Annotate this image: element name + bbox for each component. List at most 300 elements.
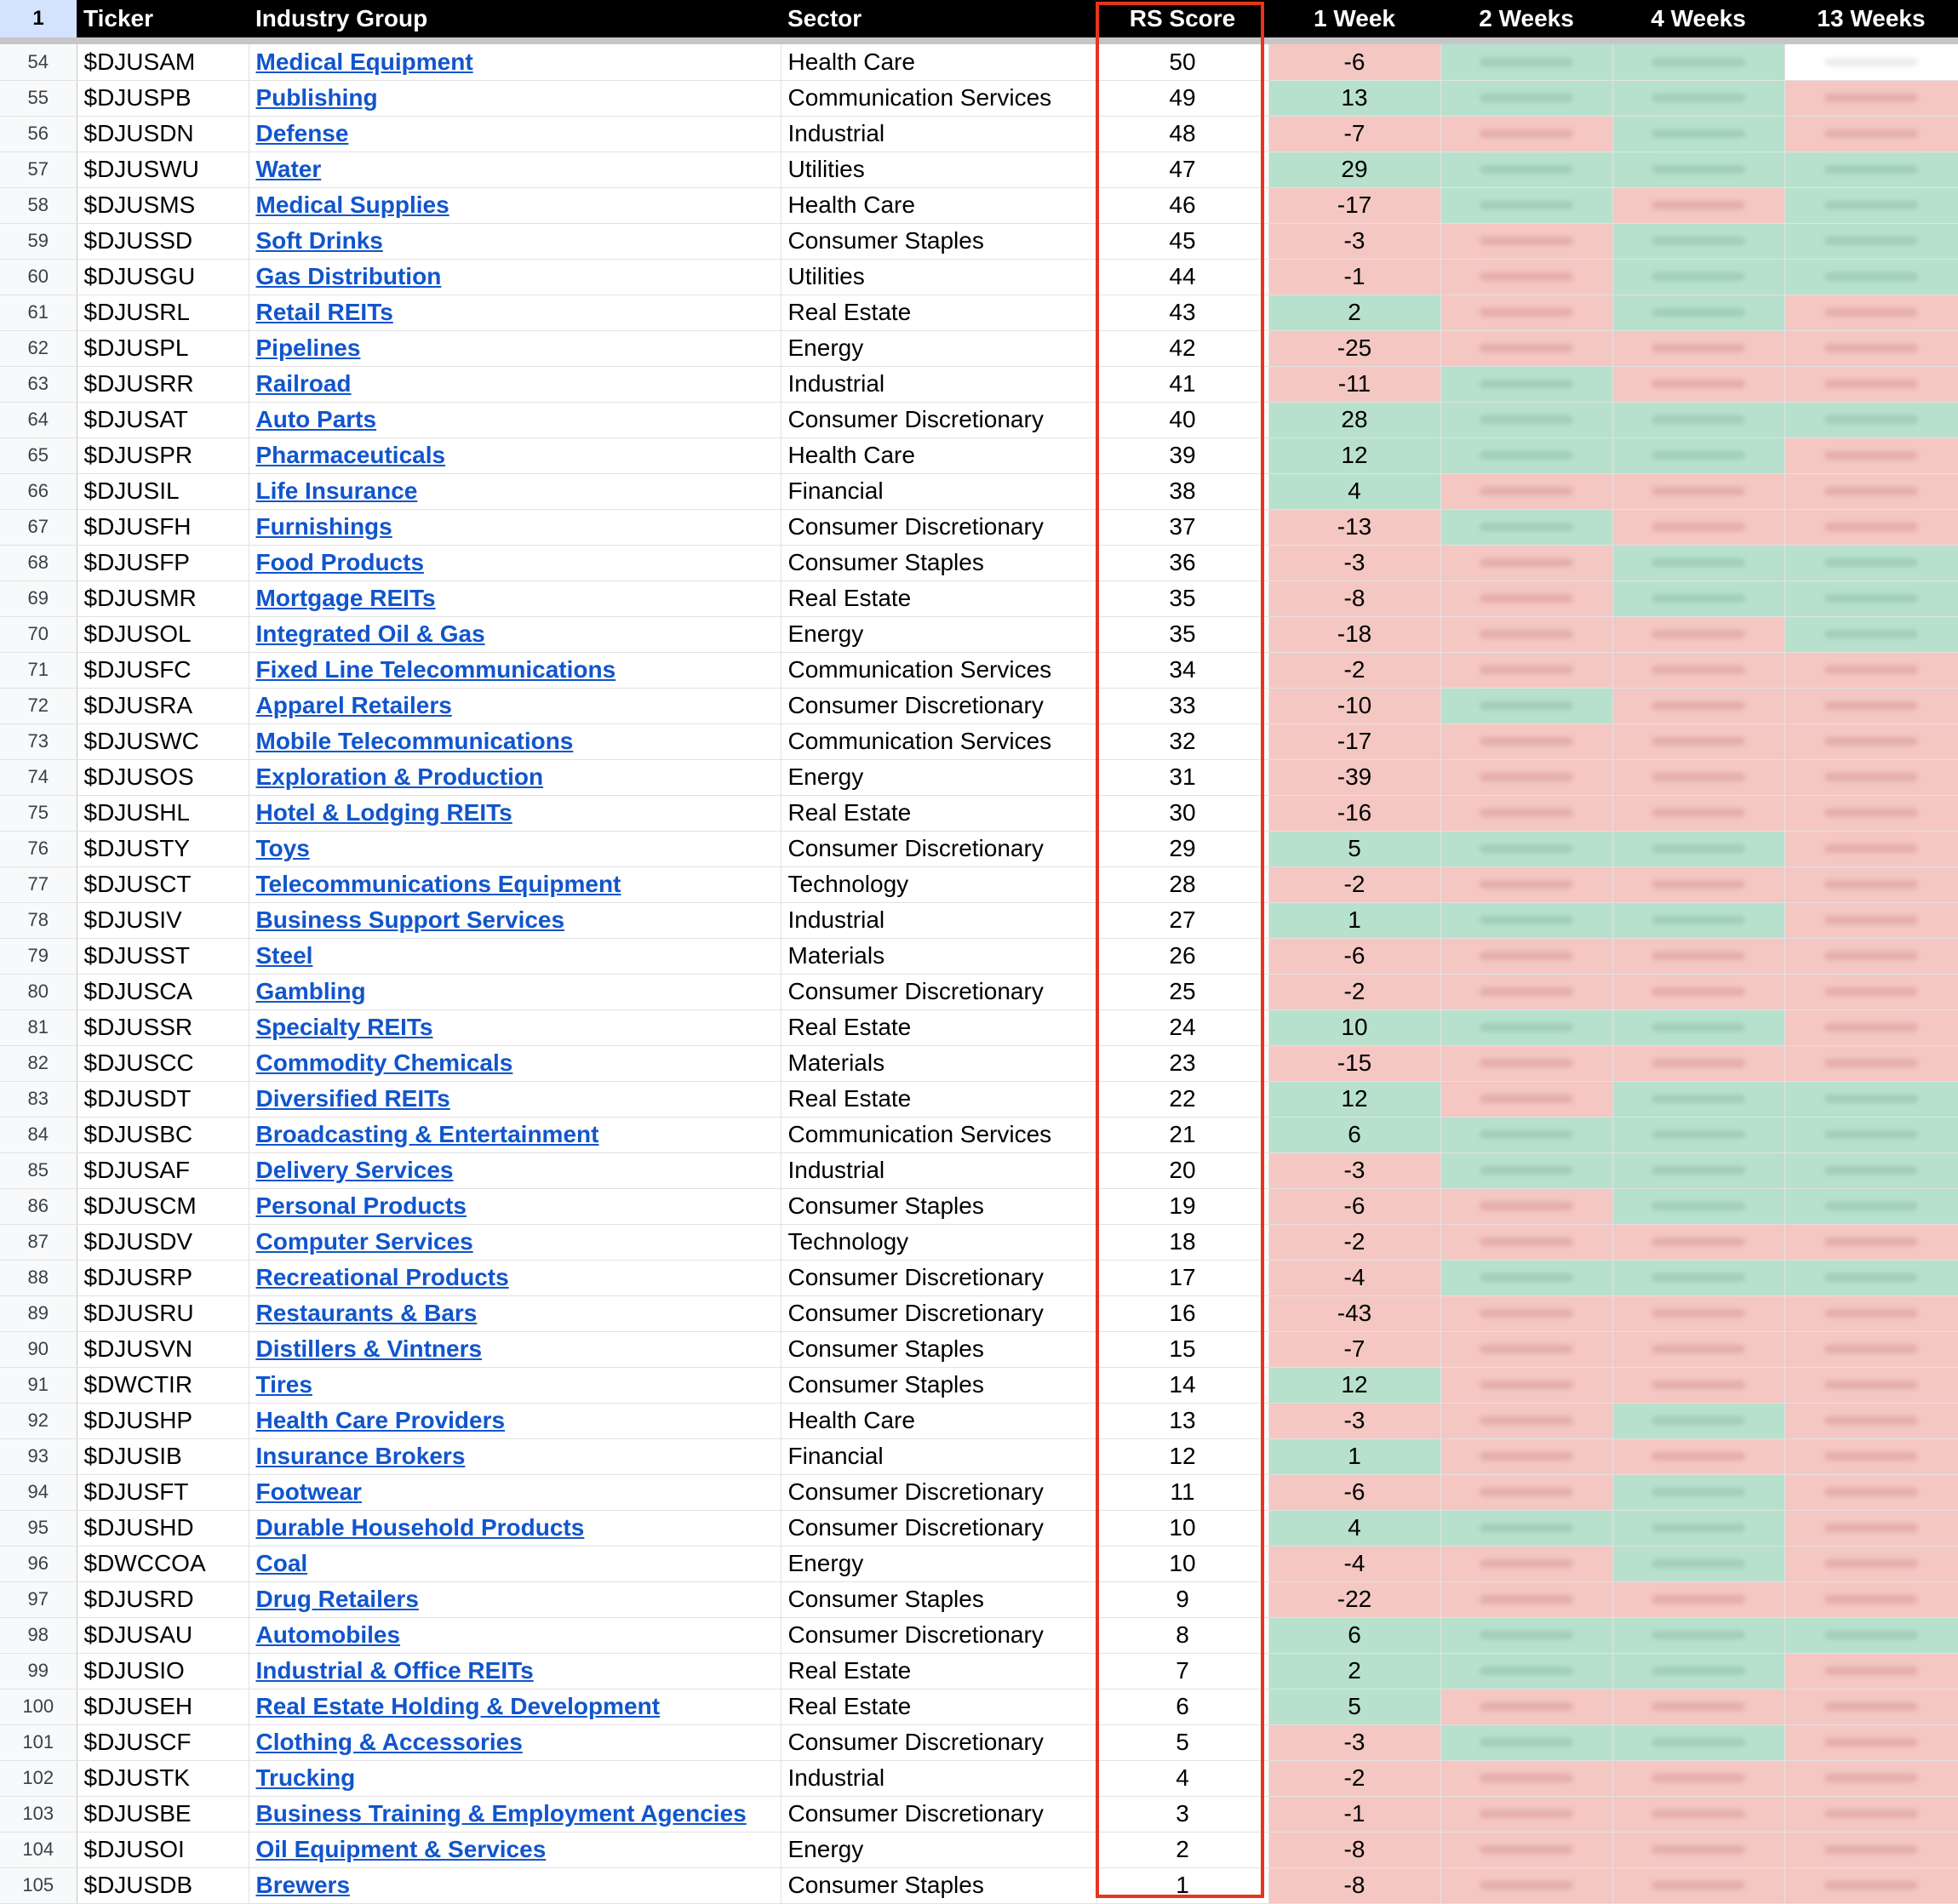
ticker-cell[interactable]: $DJUSMR (77, 580, 249, 616)
ticker-cell[interactable]: $DWCCOA (77, 1546, 249, 1581)
weeks13-change-cell[interactable] (1784, 1295, 1958, 1331)
sector-cell[interactable]: Health Care (781, 437, 1096, 473)
industry-group-cell[interactable] (249, 831, 781, 866)
weeks4-change-cell[interactable] (1612, 974, 1784, 1009)
weeks13-change-cell[interactable] (1784, 1188, 1958, 1224)
weeks4-change-cell[interactable] (1612, 1617, 1784, 1653)
ticker-cell[interactable]: $DJUSFP (77, 545, 249, 580)
table-row[interactable] (0, 1152, 1958, 1188)
industry-group-cell[interactable] (249, 759, 781, 795)
week1-change-cell[interactable]: -3 (1268, 1724, 1440, 1760)
rs-score-cell[interactable]: 22 (1096, 1081, 1268, 1117)
table-row[interactable] (0, 1224, 1958, 1260)
week1-change-cell[interactable]: 10 (1268, 1009, 1440, 1045)
sector-cell[interactable]: Real Estate (781, 1009, 1096, 1045)
weeks2-change-cell[interactable] (1440, 1117, 1612, 1152)
industry-group-link[interactable]: Health Care Providers (255, 1407, 506, 1433)
weeks4-change-cell[interactable] (1612, 1510, 1784, 1546)
rs-score-cell[interactable]: 41 (1096, 366, 1268, 402)
weeks2-change-cell[interactable] (1440, 1760, 1612, 1796)
table-row[interactable] (0, 1867, 1958, 1903)
weeks2-change-cell[interactable] (1440, 545, 1612, 580)
table-row[interactable] (0, 723, 1958, 759)
weeks2-change-cell[interactable] (1440, 1260, 1612, 1295)
industry-group-cell[interactable] (249, 795, 781, 831)
industry-group-link[interactable]: Defense (255, 120, 349, 146)
industry-group-cell[interactable] (249, 509, 781, 545)
rs-score-cell[interactable]: 4 (1096, 1760, 1268, 1796)
weeks2-change-cell[interactable] (1440, 1653, 1612, 1689)
rs-score-cell[interactable]: 48 (1096, 116, 1268, 152)
table-row[interactable] (0, 1260, 1958, 1295)
table-row[interactable] (0, 1009, 1958, 1045)
table-row[interactable] (0, 1045, 1958, 1081)
rs-score-cell[interactable]: 14 (1096, 1367, 1268, 1403)
table-row[interactable] (0, 974, 1958, 1009)
row-number[interactable]: 72 (0, 688, 77, 723)
sector-cell[interactable]: Communication Services (781, 723, 1096, 759)
industry-group-cell[interactable] (249, 44, 781, 80)
industry-group-link[interactable]: Life Insurance (255, 477, 418, 504)
weeks13-change-cell[interactable] (1784, 402, 1958, 437)
industry-group-cell[interactable] (249, 1653, 781, 1689)
industry-group-cell[interactable] (249, 723, 781, 759)
sector-cell[interactable]: Energy (781, 759, 1096, 795)
industry-group-cell[interactable] (249, 1438, 781, 1474)
row-number[interactable]: 73 (0, 723, 77, 759)
row-number[interactable]: 85 (0, 1152, 77, 1188)
weeks2-change-cell[interactable] (1440, 1403, 1612, 1438)
row-number[interactable]: 82 (0, 1045, 77, 1081)
weeks2-change-cell[interactable] (1440, 1045, 1612, 1081)
sector-cell[interactable]: Consumer Discretionary (781, 1724, 1096, 1760)
industry-group-link[interactable]: Exploration & Production (255, 763, 544, 790)
row-number[interactable]: 100 (0, 1689, 77, 1724)
table-row[interactable] (0, 545, 1958, 580)
ticker-cell[interactable]: $DJUSIL (77, 473, 249, 509)
row-number[interactable]: 88 (0, 1260, 77, 1295)
weeks2-change-cell[interactable] (1440, 831, 1612, 866)
row-number[interactable]: 80 (0, 974, 77, 1009)
rs-score-cell[interactable]: 16 (1096, 1295, 1268, 1331)
week1-change-cell[interactable]: -3 (1268, 1152, 1440, 1188)
industry-group-link[interactable]: Medical Equipment (255, 48, 473, 75)
weeks13-change-cell[interactable] (1784, 902, 1958, 938)
ticker-cell[interactable]: $DJUSMS (77, 187, 249, 223)
industry-group-cell[interactable] (249, 1760, 781, 1796)
rs-score-cell[interactable]: 21 (1096, 1117, 1268, 1152)
weeks4-change-cell[interactable] (1612, 330, 1784, 366)
industry-group-link[interactable]: Fixed Line Telecommunications (255, 656, 616, 683)
weeks13-change-cell[interactable] (1784, 473, 1958, 509)
weeks2-change-cell[interactable] (1440, 44, 1612, 80)
industry-group-cell[interactable] (249, 902, 781, 938)
row-number[interactable]: 90 (0, 1331, 77, 1367)
sector-cell[interactable]: Consumer Staples (781, 1867, 1096, 1903)
week1-change-cell[interactable]: -17 (1268, 187, 1440, 223)
week1-change-cell[interactable]: -4 (1268, 1260, 1440, 1295)
weeks13-change-cell[interactable] (1784, 866, 1958, 902)
industry-group-cell[interactable] (249, 259, 781, 294)
weeks2-change-cell[interactable] (1440, 366, 1612, 402)
ticker-cell[interactable]: $DJUSGU (77, 259, 249, 294)
sector-cell[interactable]: Consumer Discretionary (781, 402, 1096, 437)
table-row[interactable] (0, 1474, 1958, 1510)
rs-score-cell[interactable]: 17 (1096, 1260, 1268, 1295)
row-number[interactable]: 66 (0, 473, 77, 509)
industry-group-link[interactable]: Apparel Retailers (255, 692, 452, 718)
weeks4-change-cell[interactable] (1612, 509, 1784, 545)
week1-change-cell[interactable]: 4 (1268, 1510, 1440, 1546)
rs-score-cell[interactable]: 2 (1096, 1832, 1268, 1867)
rs-score-cell[interactable]: 18 (1096, 1224, 1268, 1260)
week1-change-cell[interactable]: 2 (1268, 1653, 1440, 1689)
week1-change-cell[interactable]: 5 (1268, 1689, 1440, 1724)
week1-change-cell[interactable]: -4 (1268, 1546, 1440, 1581)
weeks13-change-cell[interactable] (1784, 974, 1958, 1009)
industry-group-cell[interactable] (249, 152, 781, 187)
table-row[interactable] (0, 1617, 1958, 1653)
row-number[interactable]: 65 (0, 437, 77, 473)
sector-cell[interactable]: Consumer Staples (781, 223, 1096, 259)
weeks13-change-cell[interactable] (1784, 259, 1958, 294)
weeks2-change-cell[interactable] (1440, 1367, 1612, 1403)
rs-score-cell[interactable]: 27 (1096, 902, 1268, 938)
sector-cell[interactable]: Consumer Discretionary (781, 1796, 1096, 1832)
industry-group-cell[interactable] (249, 187, 781, 223)
week1-change-cell[interactable]: -6 (1268, 1474, 1440, 1510)
sector-cell[interactable]: Consumer Discretionary (781, 1260, 1096, 1295)
rs-score-cell[interactable]: 10 (1096, 1546, 1268, 1581)
weeks13-change-cell[interactable] (1784, 652, 1958, 688)
weeks2-change-cell[interactable] (1440, 616, 1612, 652)
ticker-cell[interactable]: $DJUSOS (77, 759, 249, 795)
industry-group-cell[interactable] (249, 580, 781, 616)
table-row[interactable] (0, 473, 1958, 509)
rs-score-cell[interactable]: 34 (1096, 652, 1268, 688)
industry-group-cell[interactable] (249, 1689, 781, 1724)
rs-score-cell[interactable]: 42 (1096, 330, 1268, 366)
sector-cell[interactable]: Industrial (781, 116, 1096, 152)
table-row[interactable] (0, 1832, 1958, 1867)
sector-cell[interactable]: Financial (781, 1438, 1096, 1474)
rs-score-cell[interactable]: 30 (1096, 795, 1268, 831)
industry-group-link[interactable]: Recreational Products (255, 1264, 509, 1290)
weeks2-change-cell[interactable] (1440, 223, 1612, 259)
weeks2-change-cell[interactable] (1440, 473, 1612, 509)
industry-group-link[interactable]: Automobiles (255, 1621, 401, 1648)
ticker-cell[interactable]: $DJUSHP (77, 1403, 249, 1438)
sector-cell[interactable]: Communication Services (781, 1117, 1096, 1152)
table-row[interactable] (0, 223, 1958, 259)
row-number[interactable]: 95 (0, 1510, 77, 1546)
weeks4-change-cell[interactable] (1612, 1438, 1784, 1474)
weeks4-change-cell[interactable] (1612, 402, 1784, 437)
rs-score-cell[interactable]: 35 (1096, 580, 1268, 616)
week1-change-cell[interactable]: -3 (1268, 1403, 1440, 1438)
industry-group-link[interactable]: Publishing (255, 84, 378, 111)
industry-group-link[interactable]: Pipelines (255, 334, 361, 361)
sector-cell[interactable]: Consumer Discretionary (781, 1295, 1096, 1331)
week1-change-cell[interactable]: -16 (1268, 795, 1440, 831)
ticker-cell[interactable]: $DJUSCC (77, 1045, 249, 1081)
rs-score-cell[interactable]: 32 (1096, 723, 1268, 759)
industry-group-link[interactable]: Furnishings (255, 513, 392, 540)
week1-change-cell[interactable]: -6 (1268, 938, 1440, 974)
industry-group-link[interactable]: Restaurants & Bars (255, 1300, 478, 1326)
weeks4-change-cell[interactable] (1612, 473, 1784, 509)
ticker-cell[interactable]: $DJUSRR (77, 366, 249, 402)
week1-change-cell[interactable]: 1 (1268, 902, 1440, 938)
row-number[interactable]: 96 (0, 1546, 77, 1581)
weeks4-change-cell[interactable] (1612, 1403, 1784, 1438)
ticker-cell[interactable]: $DJUSCM (77, 1188, 249, 1224)
week1-change-cell[interactable]: 2 (1268, 294, 1440, 330)
week1-change-cell[interactable]: -2 (1268, 1224, 1440, 1260)
table-row[interactable] (0, 1117, 1958, 1152)
table-row[interactable] (0, 1546, 1958, 1581)
weeks2-change-cell[interactable] (1440, 187, 1612, 223)
sector-cell[interactable]: Financial (781, 473, 1096, 509)
industry-group-cell[interactable] (249, 294, 781, 330)
week1-change-cell[interactable]: 12 (1268, 1081, 1440, 1117)
row-number[interactable]: 78 (0, 902, 77, 938)
rs-score-cell[interactable]: 24 (1096, 1009, 1268, 1045)
industry-group-link[interactable]: Durable Household Products (255, 1514, 585, 1541)
weeks4-change-cell[interactable] (1612, 831, 1784, 866)
weeks13-change-cell[interactable] (1784, 366, 1958, 402)
table-row[interactable] (0, 795, 1958, 831)
weeks4-change-cell[interactable] (1612, 366, 1784, 402)
weeks13-change-cell[interactable] (1784, 1510, 1958, 1546)
rs-score-cell[interactable]: 13 (1096, 1403, 1268, 1438)
table-row[interactable] (0, 652, 1958, 688)
ticker-cell[interactable]: $DJUSPR (77, 437, 249, 473)
row-number[interactable]: 75 (0, 795, 77, 831)
industry-group-link[interactable]: Broadcasting & Entertainment (255, 1121, 599, 1147)
weeks13-change-cell[interactable] (1784, 938, 1958, 974)
rs-score-cell[interactable]: 25 (1096, 974, 1268, 1009)
row-number[interactable]: 86 (0, 1188, 77, 1224)
rs-score-cell[interactable]: 28 (1096, 866, 1268, 902)
industry-group-link[interactable]: Footwear (255, 1478, 362, 1505)
sector-cell[interactable]: Real Estate (781, 294, 1096, 330)
weeks2-change-cell[interactable] (1440, 1724, 1612, 1760)
industry-group-link[interactable]: Delivery Services (255, 1157, 454, 1183)
industry-group-cell[interactable] (249, 80, 781, 116)
ticker-cell[interactable]: $DJUSBC (77, 1117, 249, 1152)
industry-group-cell[interactable] (249, 688, 781, 723)
table-row[interactable] (0, 152, 1958, 187)
table-row[interactable] (0, 44, 1958, 80)
ticker-cell[interactable]: $DJUSIO (77, 1653, 249, 1689)
rs-score-cell[interactable]: 19 (1096, 1188, 1268, 1224)
weeks13-change-cell[interactable] (1784, 1009, 1958, 1045)
row-number[interactable]: 62 (0, 330, 77, 366)
weeks2-change-cell[interactable] (1440, 974, 1612, 1009)
industry-group-link[interactable]: Drug Retailers (255, 1586, 419, 1612)
ticker-cell[interactable]: $DJUSCA (77, 974, 249, 1009)
row-number[interactable]: 104 (0, 1832, 77, 1867)
industry-group-link[interactable]: Diversified REITs (255, 1085, 450, 1112)
row-number[interactable]: 68 (0, 545, 77, 580)
table-row[interactable] (0, 938, 1958, 974)
row-number[interactable]: 105 (0, 1867, 77, 1903)
weeks4-change-cell[interactable] (1612, 187, 1784, 223)
row-number[interactable]: 94 (0, 1474, 77, 1510)
weeks13-change-cell[interactable] (1784, 152, 1958, 187)
ticker-header[interactable]: Ticker (77, 0, 249, 37)
industry-group-link[interactable]: Specialty REITs (255, 1014, 433, 1040)
sector-cell[interactable]: Real Estate (781, 1689, 1096, 1724)
ticker-cell[interactable]: $DJUSHL (77, 795, 249, 831)
week1-change-cell[interactable]: -1 (1268, 259, 1440, 294)
industry-group-cell[interactable] (249, 1867, 781, 1903)
weeks2-change-cell[interactable] (1440, 509, 1612, 545)
row-number[interactable]: 98 (0, 1617, 77, 1653)
rs-score-cell[interactable]: 5 (1096, 1724, 1268, 1760)
weeks2-change-cell[interactable] (1440, 1438, 1612, 1474)
weeks4-change-cell[interactable] (1612, 1224, 1784, 1260)
row-number[interactable]: 70 (0, 616, 77, 652)
weeks2-change-cell[interactable] (1440, 437, 1612, 473)
week1-change-cell[interactable]: -18 (1268, 616, 1440, 652)
row-number[interactable]: 99 (0, 1653, 77, 1689)
industry-group-cell[interactable] (249, 437, 781, 473)
weeks13-change-cell[interactable] (1784, 795, 1958, 831)
row-number[interactable]: 71 (0, 652, 77, 688)
industry-group-cell[interactable] (249, 116, 781, 152)
rs-score-cell[interactable]: 40 (1096, 402, 1268, 437)
ticker-cell[interactable]: $DJUSCT (77, 866, 249, 902)
industry-group-link[interactable]: Toys (255, 835, 310, 861)
rs-score-cell[interactable]: 20 (1096, 1152, 1268, 1188)
rs-score-cell[interactable]: 11 (1096, 1474, 1268, 1510)
weeks13-change-cell[interactable] (1784, 1796, 1958, 1832)
weeks13-change-cell[interactable] (1784, 1867, 1958, 1903)
weeks2-change-cell[interactable] (1440, 866, 1612, 902)
industry-group-link[interactable]: Railroad (255, 370, 352, 397)
weeks2-change-cell[interactable] (1440, 1224, 1612, 1260)
ticker-cell[interactable]: $DJUSFH (77, 509, 249, 545)
rs-score-cell[interactable]: 7 (1096, 1653, 1268, 1689)
table-row[interactable] (0, 1724, 1958, 1760)
sector-cell[interactable]: Energy (781, 1546, 1096, 1581)
industry-group-link[interactable]: Mobile Telecommunications (255, 728, 574, 754)
ticker-cell[interactable]: $DJUSPL (77, 330, 249, 366)
sector-cell[interactable]: Technology (781, 1224, 1096, 1260)
sector-header[interactable]: Sector (781, 0, 1096, 37)
weeks2-change-cell[interactable] (1440, 723, 1612, 759)
sector-cell[interactable]: Consumer Discretionary (781, 1474, 1096, 1510)
sector-cell[interactable]: Consumer Discretionary (781, 509, 1096, 545)
row-number[interactable]: 61 (0, 294, 77, 330)
row-number[interactable]: 83 (0, 1081, 77, 1117)
row-number[interactable]: 58 (0, 187, 77, 223)
row-number[interactable]: 93 (0, 1438, 77, 1474)
industry-group-cell[interactable] (249, 1009, 781, 1045)
industry-group-link[interactable]: Clothing & Accessories (255, 1729, 523, 1755)
weeks4-change-cell[interactable] (1612, 866, 1784, 902)
row-number[interactable]: 89 (0, 1295, 77, 1331)
rs-score-cell[interactable]: 44 (1096, 259, 1268, 294)
rs-score-cell[interactable]: 12 (1096, 1438, 1268, 1474)
weeks4-change-cell[interactable] (1612, 80, 1784, 116)
weeks4-change-cell[interactable] (1612, 1009, 1784, 1045)
sector-cell[interactable]: Industrial (781, 1152, 1096, 1188)
industry-group-cell[interactable] (249, 402, 781, 437)
rs-score-cell[interactable]: 23 (1096, 1045, 1268, 1081)
weeks13-change-cell[interactable] (1784, 80, 1958, 116)
ticker-cell[interactable]: $DJUSSR (77, 1009, 249, 1045)
table-row[interactable] (0, 688, 1958, 723)
table-row[interactable] (0, 1081, 1958, 1117)
row-number[interactable]: 54 (0, 44, 77, 80)
weeks13-change-cell[interactable] (1784, 1224, 1958, 1260)
sector-cell[interactable]: Utilities (781, 152, 1096, 187)
rs-score-cell[interactable]: 6 (1096, 1689, 1268, 1724)
week1-change-cell[interactable]: -25 (1268, 330, 1440, 366)
weeks2-change-cell[interactable] (1440, 1081, 1612, 1117)
weeks13-change-cell[interactable] (1784, 759, 1958, 795)
ticker-cell[interactable]: $DJUSIV (77, 902, 249, 938)
weeks2-change-cell[interactable] (1440, 330, 1612, 366)
industry-group-cell[interactable] (249, 616, 781, 652)
weeks4-change-cell[interactable] (1612, 1867, 1784, 1903)
table-row[interactable] (0, 437, 1958, 473)
week1-change-cell[interactable]: -6 (1268, 44, 1440, 80)
row-number[interactable]: 79 (0, 938, 77, 974)
week1-change-cell[interactable]: -17 (1268, 723, 1440, 759)
week1-change-cell[interactable]: -10 (1268, 688, 1440, 723)
frozen-row-divider[interactable] (0, 37, 1958, 44)
weeks13-change-cell[interactable] (1784, 723, 1958, 759)
rs-score-cell[interactable]: 37 (1096, 509, 1268, 545)
weeks13-change-cell[interactable] (1784, 1081, 1958, 1117)
weeks4-change-cell[interactable] (1612, 723, 1784, 759)
weeks2-change-cell[interactable] (1440, 1689, 1612, 1724)
weeks13-change-cell[interactable] (1784, 1832, 1958, 1867)
industry-group-cell[interactable] (249, 366, 781, 402)
industry-group-link[interactable]: Trucking (255, 1764, 356, 1791)
sector-cell[interactable]: Materials (781, 938, 1096, 974)
ticker-cell[interactable]: $DJUSRU (77, 1295, 249, 1331)
week1-change-cell[interactable]: 6 (1268, 1617, 1440, 1653)
ticker-cell[interactable]: $DJUSVN (77, 1331, 249, 1367)
sector-cell[interactable]: Consumer Discretionary (781, 1510, 1096, 1546)
sector-cell[interactable]: Consumer Discretionary (781, 974, 1096, 1009)
weeks4-change-cell[interactable] (1612, 44, 1784, 80)
rs-score-cell[interactable]: 50 (1096, 44, 1268, 80)
week1-change-cell[interactable]: -39 (1268, 759, 1440, 795)
ticker-cell[interactable]: $DJUSAF (77, 1152, 249, 1188)
week1-change-cell[interactable]: -2 (1268, 974, 1440, 1009)
weeks2-change-cell[interactable] (1440, 1009, 1612, 1045)
weeks2-change-cell[interactable] (1440, 759, 1612, 795)
row-number[interactable]: 97 (0, 1581, 77, 1617)
rs-score-cell[interactable]: 9 (1096, 1581, 1268, 1617)
industry-group-link[interactable]: Oil Equipment & Services (255, 1836, 547, 1862)
rs-score-cell[interactable]: 10 (1096, 1510, 1268, 1546)
industry-group-cell[interactable] (249, 974, 781, 1009)
industry-group-cell[interactable] (249, 1152, 781, 1188)
sector-cell[interactable]: Consumer Staples (781, 1331, 1096, 1367)
ticker-cell[interactable]: $DJUSBE (77, 1796, 249, 1832)
industry-group-cell[interactable] (249, 1045, 781, 1081)
weeks4-change-cell[interactable] (1612, 1367, 1784, 1403)
week1-change-cell[interactable]: 29 (1268, 152, 1440, 187)
table-row[interactable] (0, 366, 1958, 402)
